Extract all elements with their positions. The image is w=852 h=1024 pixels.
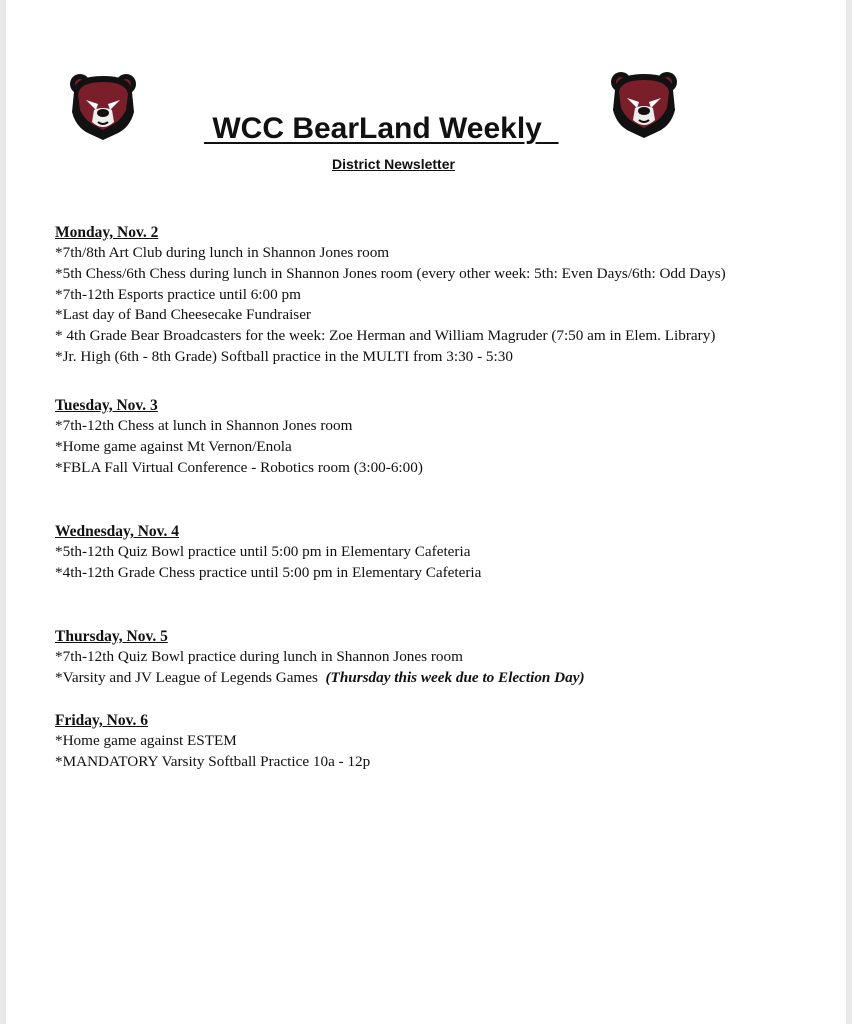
newsletter-page [6,0,846,1024]
day-section-monday [55,222,835,368]
election-day-note: (Thursday this week due to Election Day) [325,668,585,686]
newsletter-subtitle: District Newsletter [332,156,455,172]
event-item: *Last day of Band Cheesecake Fundraiser [55,306,311,324]
event-text: *Varsity and JV League of Legends Games [55,668,326,686]
day-heading: Wednesday, Nov. 4 [55,523,180,540]
day-section-tuesday [55,395,835,478]
event-item: *Home game against ESTEM [55,732,237,749]
event-item: * 4th Grade Bear Broadcasters for the week: Zoe Herman and William Magruder (7:50 am in Elem. Library) [55,327,716,345]
event-item: *4th-12th Grade Chess practice until 5:00 pm in Elementary Cafeteria [55,563,482,581]
day-heading: Tuesday, Nov. 3 [55,397,158,414]
bear-logo-right [609,68,679,140]
event-item: *7th-12th Chess at lunch in Shannon Jones room [55,417,353,434]
event-item: *FBLA Fall Virtual Conference - Robotics room (3:00-6:00) [55,458,423,476]
event-item: *5th Chess/6th Chess during lunch in Shannon Jones room (every other week: 5th: Even Days/6th: Odd Days) [55,264,726,282]
day-section-wednesday [55,521,835,584]
bear-logo-left [68,70,138,142]
day-section-friday [55,710,835,773]
day-section-thursday [55,626,835,689]
event-item: *5th-12th Quiz Bowl practice until 5:00 pm in Elementary Cafeteria [55,543,471,560]
day-heading: Monday, Nov. 2 [55,224,159,241]
event-item: *MANDATORY Varsity Softball Practice 10a - 12p [55,752,371,770]
event-item: *7th-12th Quiz Bowl practice during lunch in Shannon Jones room [55,648,463,665]
event-item: *Jr. High (6th - 8th Grade) Softball practice in the MULTI from 3:30 - 5:30 [55,347,513,365]
event-item: *7th/8th Art Club during lunch in Shannon Jones room [55,244,390,261]
event-item: *7th-12th Esports practice until 6:00 pm [55,285,301,303]
event-item-with-note [55,668,835,689]
newsletter-title: WCC BearLand Weekly [204,112,559,145]
day-heading: Thursday, Nov. 5 [55,628,168,645]
event-item: *Home game against Mt Vernon/Enola [55,437,292,455]
day-heading: Friday, Nov. 6 [55,712,149,729]
